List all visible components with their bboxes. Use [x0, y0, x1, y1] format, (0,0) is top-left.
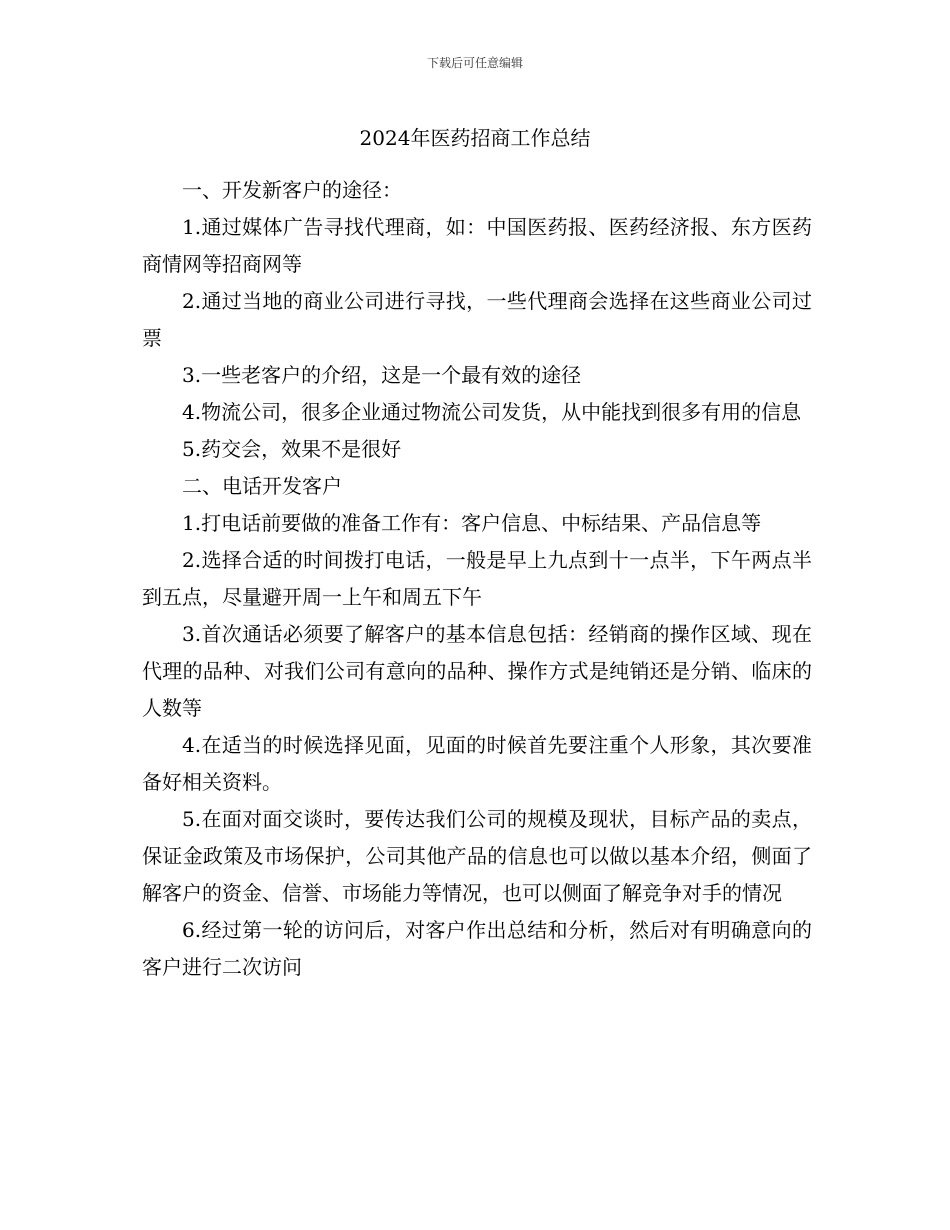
list-item: 2.选择合适的时间拨打电话，一般是早上九点到十一点半，下午两点半到五点，尽量避开周一上午和周五下午 [142, 548, 812, 609]
list-item: 2.通过当地的商业公司进行寻找，一些代理商会选择在这些商业公司过票 [142, 289, 812, 350]
list-item: 4.物流公司，很多企业通过物流公司发货，从中能找到很多有用的信息 [182, 400, 802, 424]
list-item: 3.一些老客户的介绍，这是一个最有效的途径 [182, 363, 582, 387]
list-item: 3.首次通话必须要了解客户的基本信息包括：经销商的操作区域、现在代理的品种、对我们公司有意向的品种、操作方式是纯销还是分销、临床的人数等 [142, 622, 812, 720]
list-item: 4.在适当的时候选择见面，见面的时候首先要注重个人形象，其次要准备好相关资料。 [142, 733, 812, 794]
document-body [142, 172, 812, 986]
document-title: 2024年医药招商工作总结 [359, 126, 591, 150]
section-heading-1: 一、开发新客户的途径： [182, 178, 402, 202]
page-header-note: 下载后可任意编辑 [426, 56, 523, 70]
list-item: 5.药交会，效果不是很好 [182, 437, 402, 461]
list-item: 6.经过第一轮的访问后，对客户作出总结和分析，然后对有明确意向的客户进行二次访问 [142, 918, 812, 979]
list-item: 5.在面对面交谈时，要传达我们公司的规模及现状，目标产品的卖点，保证金政策及市场保护，公司其他产品的信息也可以做以基本介绍，侧面了解客户的资金、信誉、市场能力等情况，也可以侧面了解竞争对手的情况 [142, 807, 812, 905]
list-item: 1.通过媒体广告寻找代理商，如：中国医药报、医药经济报、东方医药商情网等招商网等 [142, 215, 812, 276]
section-heading-2: 二、电话开发客户 [182, 474, 342, 498]
list-item: 1.打电话前要做的准备工作有：客户信息、中标结果、产品信息等 [182, 511, 762, 535]
